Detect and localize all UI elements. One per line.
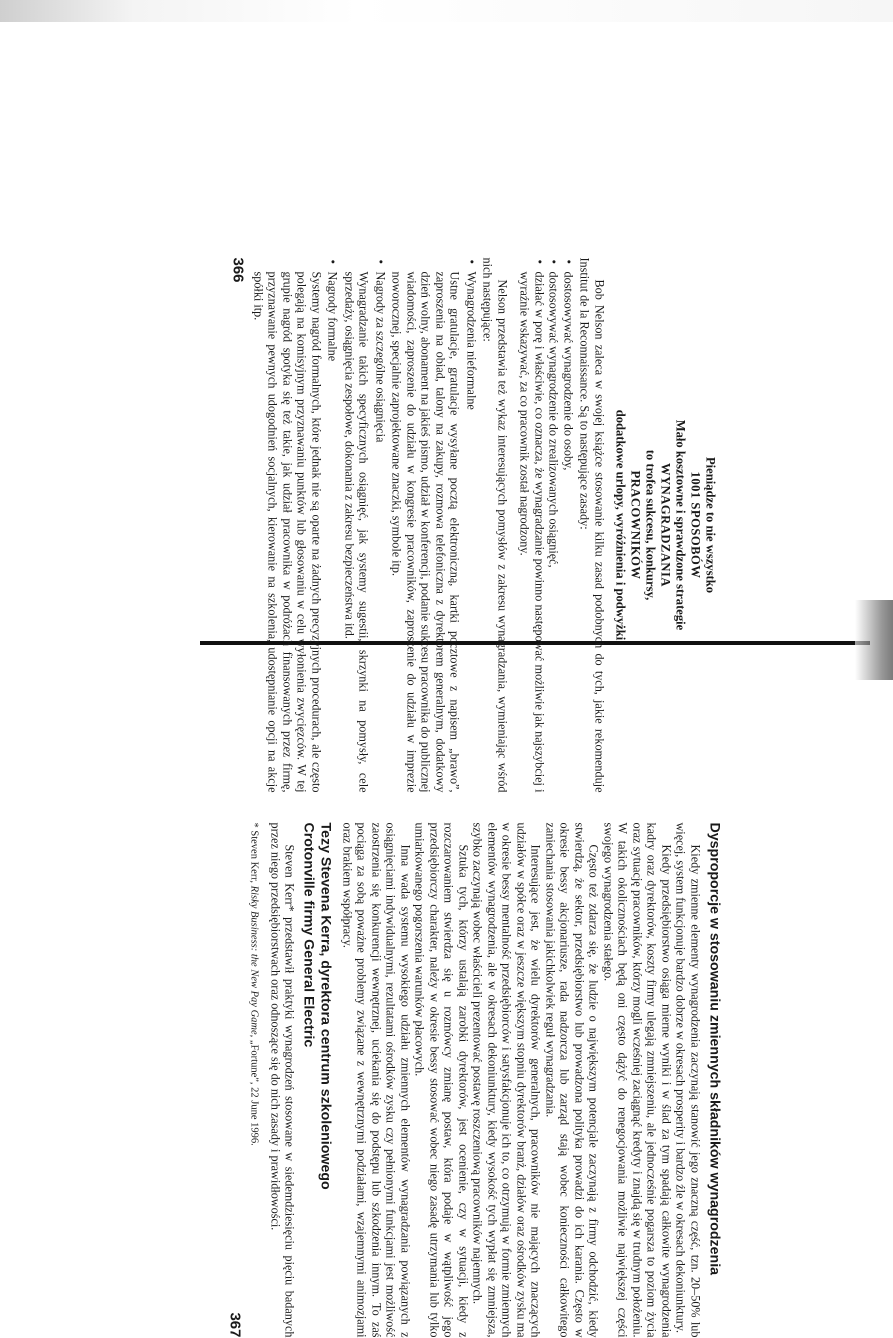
footnote-source: „Fortune”, 22 June 1996. bbox=[249, 1039, 260, 1146]
category-text: Ustne gratulacje, gratulacje wysyłane pocztą elektroniczną, kartki pocztowe z napisem „brawo”, zaproszenia na obiad, talony na zakupy, rozmowa telefoniczna z dyrektorem generalnym, dodatkowy dzień wolny, abonament na jakieś pismo, udział w konferencji, podanie sukcesu pracownika do publicznej wiadomości, zaproszenie do udziału w kongresie pracowników, zaproszenie do udziału w imprezie noworocznej, specjalnie zaprojektowane znaczki, symbole itp. bbox=[390, 271, 462, 793]
scan-edge bbox=[0, 0, 893, 22]
footnote bbox=[248, 823, 260, 1338]
list-item: • działać w porę i właściwie, co oznacza, że wynagradzanie powinno następować możliwie jak najszybciej i wyraźnie wskazywać, za co pracownik został nagrodzony. bbox=[518, 272, 547, 793]
categories-list bbox=[326, 258, 341, 793]
title-line: 1001 SPOSOBÓW bbox=[688, 471, 703, 579]
rules-list bbox=[518, 258, 576, 793]
list-item: • dostosowywać wynagrodzenie do zrealizowanych osiągnięć, bbox=[547, 272, 562, 793]
category-text: Systemy nagród formalnych, które jednak nie są oparte na żadnych precyzyjnych procedurach, ale często polegają na komisyjnym przyznawaniu punktów lub głosowaniu w celu wyłonienia zwycięzców. W tej grupie nagród spotyka się też takie, jak udział pracownika w podróżach finansowanych przez firmę, przyznawanie pewnych udogodnień socjalnych, kierowanie na szkolenia, udostępnianie opcji na akcje spółki itp. bbox=[251, 271, 324, 793]
right-page bbox=[0, 823, 723, 1338]
title-line: Mało kosztowne i sprawdzone strategie bbox=[673, 419, 688, 631]
paragraph: Inna wada systemu wysokiego udziału zmiennych elementów wynagradzania powiązanych z osiągnięciami indywidualnymi, rezultatami ośrodków zysku czy pełnionymi funkcjami jest możliwość zaostrzenia się konkurencji wewnętrznej, uciekania się do podstępu lub szkodzenia innym. To zaś pociąga za sobą poważne problemy związane z wewnętrznymi podziałami, wzajemnymi animozjami oraz brakiem współpracy. bbox=[340, 822, 413, 1338]
paragraph: Interesujące jest, że wielu dyrektorów generalnych, pracowników nie mających znaczących udziałów w spółce oraz w jeszcze większym stopniu dyrektorów branż, działów oraz ośrodków zysku ma w okresie bessy mentalność przedsiębiorców i satysfakcjonuje ich to, co otrzymują w formie zmiennych elementów wynagrodzenia, ale w okresach dekoniunktury, kiedy wysokość tych wypłat się zmniejsza, szybko zaczynają wobec właścicieli prezentować postawę roszczeniową pracowników najemnych. bbox=[471, 822, 543, 1338]
heading-line: Crotonville firmy General Electric bbox=[301, 822, 317, 1048]
category-name: • Wynagrodzenia nieformalne bbox=[464, 272, 479, 793]
book-title-block bbox=[613, 258, 718, 793]
title-line: Pieniądze to nie wszystko bbox=[703, 456, 718, 594]
category-name: • Nagrody formalne bbox=[326, 272, 341, 793]
footnote-author: * Steven Kerr, bbox=[249, 822, 260, 884]
footnote-title: Risky Business: the New Pay Game, bbox=[249, 885, 260, 1038]
list-intro-paragraph: Nelson przedstawia też wykaz interesujących pomysłów z zakresu wynagradzania, wymieniając wśród nich następujące: bbox=[481, 257, 510, 793]
category-name: • Nagrody za szczególne osiągnięcia bbox=[373, 272, 388, 793]
intro-paragraph: Bob Nelson zaleca w swojej książce stosowanie kilku zasad podobnych do tych, jakie rekomenduje Institut de la Reconnaissance. Są to następujące zasady: bbox=[578, 257, 607, 793]
section-heading: Dysproporcje w stosowaniu zmiennych składników wynagrodzenia bbox=[706, 822, 723, 1276]
page-number: 366 bbox=[230, 257, 247, 283]
binding-shadow bbox=[855, 600, 893, 680]
title-line: dodatkowe urlopy, wyróżnienia i podwyżki bbox=[613, 409, 628, 641]
page-number: 367 bbox=[227, 1312, 244, 1338]
categories-list bbox=[373, 258, 388, 793]
paragraph: Sztuka tych, którzy ustalają zarobki dyrektorów, jest ocenienie, czy w sytuacji, kiedy z rozczarowaniem stwierdza się u rozmówcy zmianę postaw, która podaje w wątpliwość jego przedsiębiorczy charakter, należy w okresie bessy stosować wobec niego zasadę utrzymania lub tylko umiarkowanego pogorszenia warunków płacowych. bbox=[413, 822, 471, 1338]
left-page bbox=[0, 258, 718, 793]
section-heading bbox=[300, 823, 334, 1338]
paragraph: Steven Kerr* przedstawił praktyki wynagrodzeń stosowane w siedemdziesięciu pięciu badanych przez niego przedsiębiorstwach oraz odnoszące się do nich zasady i prawidłowości. bbox=[268, 822, 297, 1338]
paragraph: Często też zdarza się, że ludzie o największym potencjale zaczynają z firmy odchodzić, kiedy stwierdzą, że sektor, przedsiębiorstwo lub prowadzona polityka prowadzi do ich karania. Często w okresie bessy akcjonariusze, rada nadzorcza lub zarząd stają wobec konieczności całkowitego zaniechania stosowania jakichkolwiek reguł wynagradzania. bbox=[543, 822, 601, 1338]
category-text: Wynagradzanie takich specyficznych osiągnięć, jak systemy sugestii, skrzynki na pomysły, cele sprzedaży, osiągnięcia zespołowe, dokonania z zakresu bezpieczeństwa itd. bbox=[342, 271, 371, 793]
categories-list bbox=[464, 258, 479, 793]
title-line: to trofea sukcesu, konkursy, bbox=[643, 449, 658, 601]
list-item: • dostosowywać wynagrodzenie do osoby, bbox=[561, 272, 576, 793]
heading-line: Tezy Stevena Kerra, dyrektora centrum szkoleniowego bbox=[318, 822, 334, 1190]
title-line: WYNAGRADZANIA bbox=[658, 462, 673, 588]
paragraph: Kiedy przedsiębiorstwo osiąga mierne wyniki i w ślad za tym spadają całkowite wynagrodzenia kadry oraz dyrektorów, koszty firmy ulegają zmniejszeniu, ale jednocześnie pogarsza to poziom życia oraz sytuację pracowników, którzy mogli wcześniej zaciągnąć kredyty i znajdą się w trudnym położeniu. W takich okolicznościach będą oni często dążyć do renegocjowania możliwie największej części swojego wynagrodzenia stałego. bbox=[601, 822, 674, 1338]
paragraph: Kiedy zmienne elementy wynagrodzenia zaczynają stanowić jego znaczną część, tzn. 20–50% lub więcej, system funkcjonuje bardzo dobrze w okresach prosperity i bardzo źle w okresach dekoniunktury. bbox=[674, 822, 703, 1338]
title-line: PRACOWNIKÓW bbox=[628, 470, 643, 580]
